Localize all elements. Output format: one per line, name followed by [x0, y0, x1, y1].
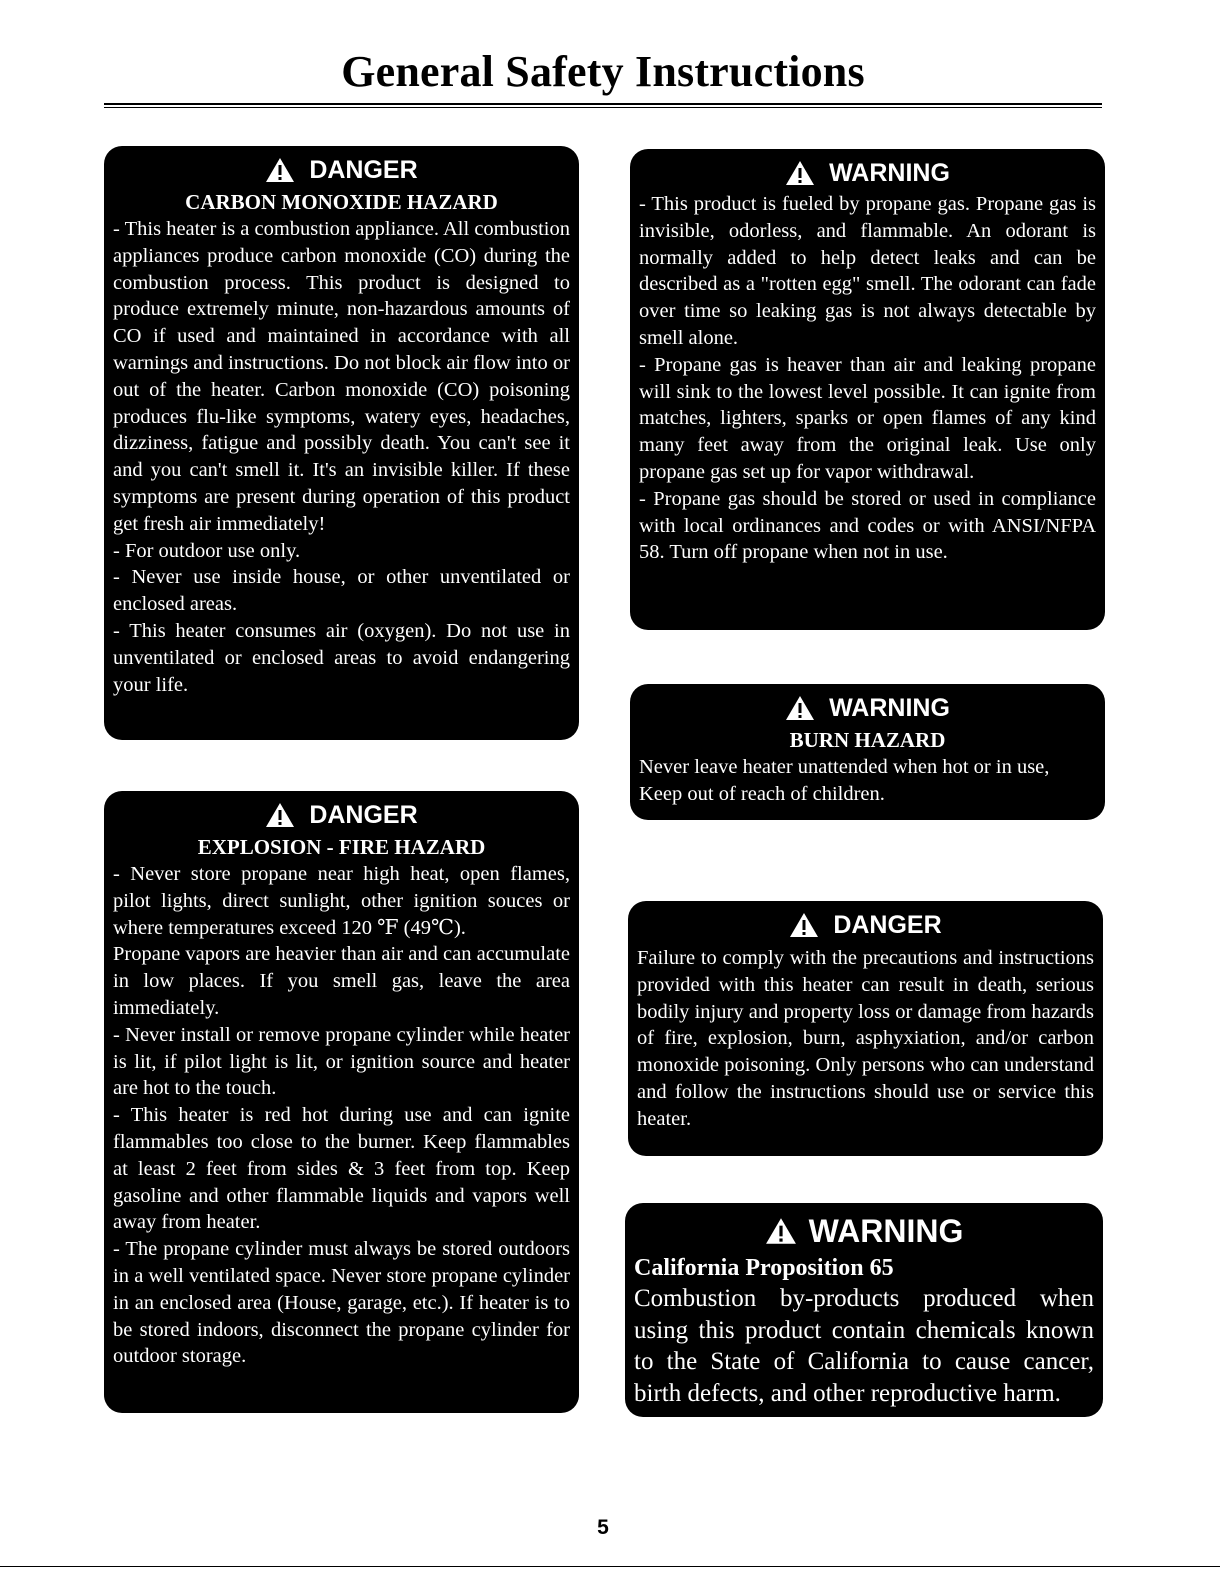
- paragraph: Never leave heater unattended when hot or in use, Keep out of reach of children.: [639, 756, 1050, 805]
- panel-heading: [639, 692, 1096, 724]
- paragraph: - Propane gas is heaver than air and leaking propane will sink to the lowest level possible. It can ignite from matches, lighters, sparks or open flames of any kind many feet away from the original leak. Use only propane gas set up for vapor withdrawal.: [639, 353, 1096, 483]
- paragraph: - This heater is a combustion appliance. All combustion appliances produce carbon monoxide (CO) during the combustion process. This product is designed to produce extremely minute, non-hazardous amounts of CO if used and maintained in accordance with all warnings and instructions. Do not block air flow into or out of the heater. Carbon monoxide (CO) poisoning produces flu-like symptoms, watery eyes, headaches, dizziness, fatigue and possibly death. You can't see it and you can't smell it. It's an invisible killer. If these symptoms are present during operation of this product get fresh air immediately!: [113, 218, 570, 535]
- warning-panel-propane-gas: [630, 149, 1105, 630]
- warning-triangle-icon: [789, 912, 819, 938]
- panel-heading-text: DANGER: [833, 910, 942, 939]
- panel-heading: [639, 157, 1096, 189]
- panel-heading: [113, 799, 570, 831]
- warning-triangle-icon: [265, 157, 295, 183]
- panel-body: [639, 191, 1096, 566]
- danger-panel-compliance: [628, 901, 1103, 1156]
- paragraph: - Never use inside house, or other unventilated or enclosed areas.: [113, 566, 570, 616]
- panel-heading: [113, 154, 570, 186]
- panel-subheading: EXPLOSION - FIRE HAZARD: [197, 835, 486, 859]
- paragraph: Combustion by-products produced when using this product contain chemicals known to the State of California to cause cancer, birth defects, and other reproductive harm.: [634, 1285, 1094, 1407]
- paragraph: - This heater consumes air (oxygen). Do not use in unventilated or enclosed areas to avoid endangering your life.: [113, 619, 570, 696]
- panel-body: [634, 1283, 1094, 1409]
- title-rule: [104, 103, 1102, 108]
- warning-panel-burn-hazard: [630, 684, 1105, 820]
- paragraph: - This heater is red hot during use and can ignite flammables too close to the burner. Keep flammables at least 2 feet from sides & 3 feet from top. Keep gasoline and other flammable liquids and vapors well away from heater.: [113, 1104, 570, 1234]
- panel-subheading: CARBON MONOXIDE HAZARD: [185, 190, 498, 214]
- panel-heading-text: WARNING: [808, 1212, 964, 1249]
- panel-heading-text: DANGER: [309, 155, 418, 184]
- panel-body: [113, 861, 570, 1370]
- panel-body: [113, 216, 570, 698]
- warning-triangle-icon: [765, 1217, 797, 1245]
- page-number: 5: [597, 1516, 609, 1539]
- danger-panel-carbon-monoxide: [104, 146, 579, 740]
- page-title: General Safety Instructions: [341, 47, 865, 96]
- panel-body: [639, 754, 1096, 808]
- warning-panel-prop-65: [625, 1203, 1103, 1417]
- panel-heading-text: DANGER: [309, 800, 418, 829]
- paragraph: Propane vapors are heavier than air and can accumulate in low places. If you smell gas, leave the area immediately.: [113, 943, 570, 1019]
- paragraph: - The propane cylinder must always be stored outdoors in a well ventilated space. Never store propane cylinder in an enclosed area (House, garage, etc.). If heater is to be stored indoors, disconnect the propane cylinder for outdoor storage.: [113, 1238, 570, 1368]
- warning-triangle-icon: [785, 695, 815, 721]
- paragraph: - This product is fueled by propane gas. Propane gas is invisible, odorless, and flammable. An odorant is normally added to help detect leaks and can be described as a "rotten egg" smell. The odorant can fade over time so leaking gas is not always detectable by smell alone.: [639, 193, 1096, 349]
- paragraph: Failure to comply with the precautions and instructions provided with this heater can result in death, serious bodily injury and property loss or damage from hazards of fire, explosion, burn, asphyxiation, and/or carbon monoxide poisoning. Only persons who can understand and follow the instructions should use or service this heater.: [637, 947, 1094, 1130]
- panel-subheading: California Proposition 65: [634, 1255, 894, 1281]
- panel-heading: [634, 1211, 1094, 1251]
- paragraph: - Never store propane near high heat, open flames, pilot lights, direct sunlight, other ignition souces or where temperatures exceed 120 ℉ (49℃).: [113, 863, 570, 939]
- paragraph: - Never install or remove propane cylinder while heater is lit, if pilot light is lit, or ignition source and heater are hot to the touch.: [113, 1023, 570, 1100]
- panel-heading: [637, 909, 1094, 941]
- panel-subheading: BURN HAZARD: [789, 728, 946, 752]
- panel-heading-text: WARNING: [829, 693, 950, 722]
- paragraph: - For outdoor use only.: [113, 539, 301, 562]
- warning-triangle-icon: [265, 802, 295, 828]
- danger-panel-explosion-fire: [104, 791, 579, 1413]
- bottom-rule: [0, 1566, 1220, 1567]
- warning-triangle-icon: [785, 160, 815, 186]
- paragraph: - Propane gas should be stored or used in compliance with local ordinances and codes or with ANSI/NFPA 58. Turn off propane when not in use.: [639, 487, 1096, 564]
- panel-heading-text: WARNING: [829, 158, 950, 187]
- panel-body: [637, 945, 1094, 1133]
